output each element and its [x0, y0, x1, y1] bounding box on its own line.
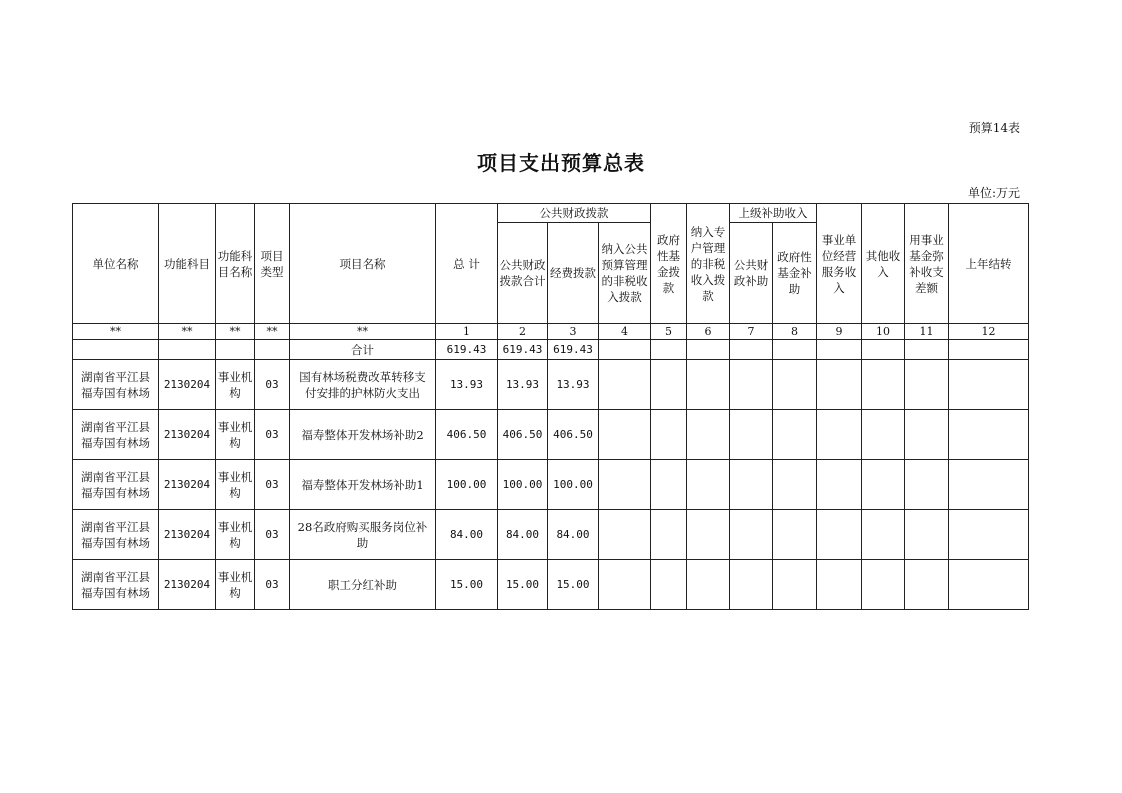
unit-cell: 湖南省平江县福寿国有林场 — [73, 510, 159, 560]
pf-funding-cell: 84.00 — [548, 510, 599, 560]
index-cell: 6 — [687, 324, 730, 340]
index-cell: 3 — [548, 324, 599, 340]
budget-table — [72, 203, 1029, 610]
type-cell: 03 — [255, 410, 290, 460]
header-total: 总 计 — [436, 204, 498, 324]
header-superior: 上级补助收入 — [730, 204, 817, 223]
table-row — [73, 560, 1029, 610]
index-cell: 7 — [730, 324, 773, 340]
header-fund-offset: 用事业基金弥补收支差额 — [905, 204, 949, 324]
unit-cell: 湖南省平江县福寿国有林场 — [73, 460, 159, 510]
index-cell: ** — [255, 324, 290, 340]
index-cell: 4 — [599, 324, 651, 340]
func-cell: 事业机构 — [216, 510, 255, 560]
index-cell: 11 — [905, 324, 949, 340]
pf-sum-cell: 15.00 — [498, 560, 548, 610]
header-other-income: 其他收入 — [862, 204, 905, 324]
table-row — [73, 510, 1029, 560]
index-cell: ** — [290, 324, 436, 340]
project-cell: 国有林场税费改革转移支付安排的护林防火支出 — [290, 360, 436, 410]
header-special-nontax: 纳入专户管理的非税收入拨款 — [687, 204, 730, 324]
pf-funding-cell: 100.00 — [548, 460, 599, 510]
code-cell: 2130204 — [159, 560, 216, 610]
project-cell: 职工分红补助 — [290, 560, 436, 610]
pf-sum-cell: 84.00 — [498, 510, 548, 560]
project-cell: 福寿整体开发林场补助2 — [290, 410, 436, 460]
pf-sum-cell: 100.00 — [498, 460, 548, 510]
pf-funding-cell: 13.93 — [548, 360, 599, 410]
pf-funding-cell: 15.00 — [548, 560, 599, 610]
header-public-finance: 公共财政拨款 — [498, 204, 651, 223]
header-func-code: 功能科目 — [159, 204, 216, 324]
index-cell: 10 — [862, 324, 905, 340]
pf-funding-cell: 406.50 — [548, 410, 599, 460]
type-cell: 03 — [255, 360, 290, 410]
index-cell: 2 — [498, 324, 548, 340]
header-pf-funding: 经费拨款 — [548, 223, 599, 324]
header-pf-nontax: 纳入公共预算管理的非税收入拨款 — [599, 223, 651, 324]
project-cell: 福寿整体开发林场补助1 — [290, 460, 436, 510]
header-biz-income: 事业单位经营服务收入 — [817, 204, 862, 324]
func-cell: 事业机构 — [216, 360, 255, 410]
summary-pf-funding: 619.43 — [548, 340, 599, 360]
total-cell: 406.50 — [436, 410, 498, 460]
total-cell: 100.00 — [436, 460, 498, 510]
header-sup-govfund: 政府性基金补助 — [773, 223, 817, 324]
type-cell: 03 — [255, 560, 290, 610]
header-gov-fund: 政府性基金拨款 — [651, 204, 687, 324]
func-cell: 事业机构 — [216, 410, 255, 460]
index-cell: 8 — [773, 324, 817, 340]
pf-sum-cell: 13.93 — [498, 360, 548, 410]
type-cell: 03 — [255, 510, 290, 560]
table-number: 预算14表 — [968, 121, 1020, 135]
header-unit-name: 单位名称 — [73, 204, 159, 324]
index-cell: 5 — [651, 324, 687, 340]
total-cell: 15.00 — [436, 560, 498, 610]
header-sup-public: 公共财政补助 — [730, 223, 773, 324]
code-cell: 2130204 — [159, 360, 216, 410]
header-carryover: 上年结转 — [949, 204, 1029, 324]
total-cell: 84.00 — [436, 510, 498, 560]
summary-label: 合计 — [290, 340, 436, 360]
summary-row — [73, 340, 1029, 360]
index-cell: ** — [73, 324, 159, 340]
unit-label: 单位:万元 — [967, 186, 1020, 200]
page-title: 项目支出预算总表 — [477, 151, 645, 175]
index-cell: ** — [159, 324, 216, 340]
summary-pf-sum: 619.43 — [498, 340, 548, 360]
header-func-name: 功能科目名称 — [216, 204, 255, 324]
code-cell: 2130204 — [159, 460, 216, 510]
table-row — [73, 460, 1029, 510]
index-cell: 12 — [949, 324, 1029, 340]
func-cell: 事业机构 — [216, 560, 255, 610]
type-cell: 03 — [255, 460, 290, 510]
table-row — [73, 360, 1029, 410]
project-cell: 28名政府购买服务岗位补助 — [290, 510, 436, 560]
code-cell: 2130204 — [159, 410, 216, 460]
header-proj-type: 项目类型 — [255, 204, 290, 324]
index-cell: 1 — [436, 324, 498, 340]
table-row — [73, 410, 1029, 460]
summary-total: 619.43 — [436, 340, 498, 360]
index-cell: ** — [216, 324, 255, 340]
unit-cell: 湖南省平江县福寿国有林场 — [73, 360, 159, 410]
index-cell: 9 — [817, 324, 862, 340]
total-cell: 13.93 — [436, 360, 498, 410]
header-proj-name: 项目名称 — [290, 204, 436, 324]
unit-cell: 湖南省平江县福寿国有林场 — [73, 560, 159, 610]
unit-cell: 湖南省平江县福寿国有林场 — [73, 410, 159, 460]
header-pf-sum: 公共财政拨款合计 — [498, 223, 548, 324]
pf-sum-cell: 406.50 — [498, 410, 548, 460]
func-cell: 事业机构 — [216, 460, 255, 510]
code-cell: 2130204 — [159, 510, 216, 560]
index-row — [73, 324, 1029, 340]
